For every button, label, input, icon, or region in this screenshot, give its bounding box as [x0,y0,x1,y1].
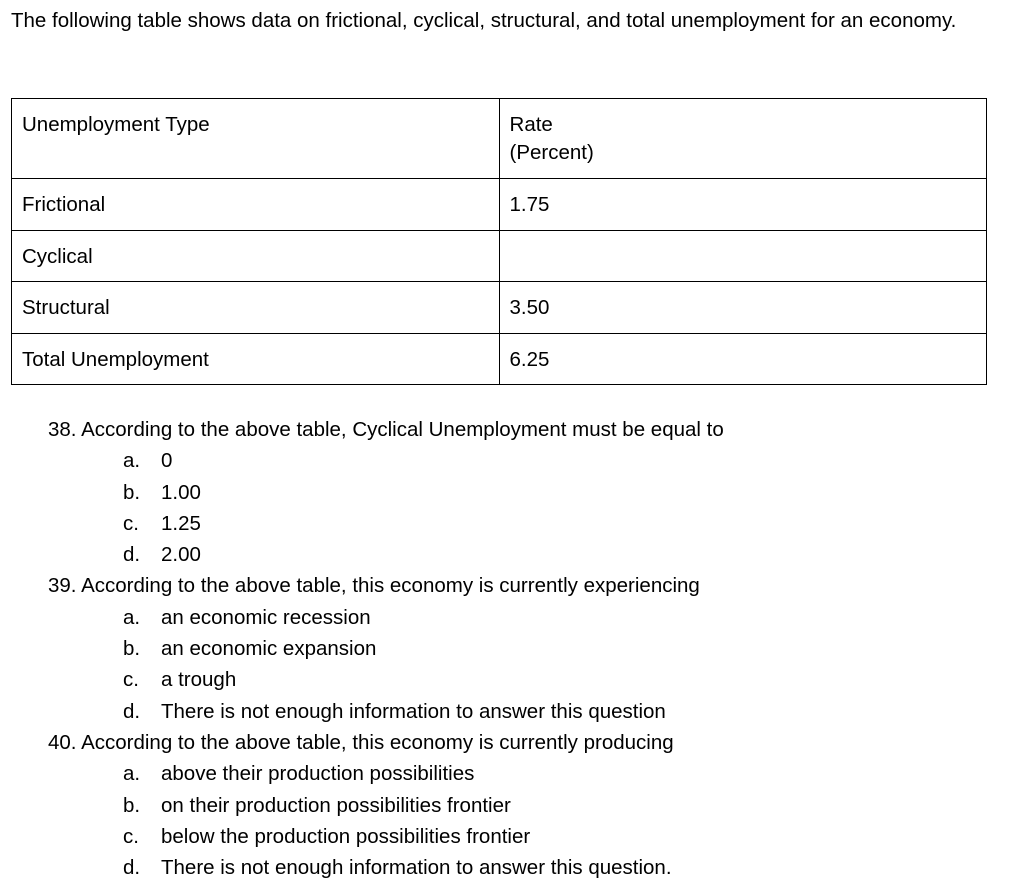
answer-option [0,602,1024,633]
question-text: According to the above table, Cyclical Unemployment must be equal to [81,418,724,441]
option-letter: c. [123,668,139,692]
option-text: below the production possibilities frontier [161,824,531,848]
answer-option [0,790,1024,821]
table-row [12,230,987,282]
option-text: There is not enough information to answer this question. [161,856,672,880]
question-40 [0,727,1024,883]
row-type: Structural [12,282,500,334]
question-stem [0,414,1024,445]
header-rate [499,99,986,179]
answer-option [0,477,1024,508]
row-rate: 1.75 [499,179,986,231]
option-letter: c. [123,511,139,535]
answer-option [0,508,1024,539]
answer-option [0,821,1024,852]
option-text: 2.00 [161,543,201,567]
question-number: 38. [48,418,77,441]
header-unemployment-type: Unemployment Type [12,99,500,179]
option-text: a trough [161,668,237,692]
question-number: 40. [48,730,77,754]
header-rate-unit: (Percent) [509,141,594,164]
row-type: Cyclical [12,230,500,282]
answer-option [0,758,1024,789]
option-text: an economic recession [161,605,371,629]
option-text: 1.00 [161,480,201,504]
option-letter: b. [123,793,141,817]
answer-option [0,696,1024,727]
table-header-row [12,99,987,179]
option-letter: d. [123,699,141,723]
option-letter: a. [123,605,141,629]
question-list [0,414,1024,883]
option-letter: b. [123,480,141,504]
option-text: on their production possibilities frontier [161,793,511,817]
unemployment-table [11,98,987,385]
row-rate: 6.25 [499,333,986,385]
answer-option [0,852,1024,883]
row-type: Frictional [12,179,500,231]
table-row [12,179,987,231]
option-letter: d. [123,856,141,880]
question-38 [0,414,1024,570]
row-rate: 3.50 [499,282,986,334]
question-number: 39. [48,574,77,598]
table-row [12,333,987,385]
option-letter: a. [123,762,141,786]
answer-option [0,633,1024,664]
option-text: an economic expansion [161,637,377,661]
question-text: According to the above table, this economy is currently producing [81,730,674,754]
option-letter: c. [123,824,139,848]
option-letter: a. [123,449,141,473]
question-stem [0,570,1024,601]
option-text: There is not enough information to answer this question [161,699,666,723]
option-text: above their production possibilities [161,762,475,786]
question-text: According to the above table, this economy is currently experiencing [81,574,700,598]
answer-option [0,664,1024,695]
row-rate [499,230,986,282]
question-stem [0,727,1024,758]
table-row [12,282,987,334]
question-39 [0,570,1024,726]
option-text: 1.25 [161,511,201,535]
answer-option [0,445,1024,476]
row-type: Total Unemployment [12,333,500,385]
option-letter: d. [123,543,141,567]
answer-option [0,539,1024,570]
option-text: 0 [161,449,173,473]
intro-text: The following table shows data on frictional, cyclical, structural, and total unemployment for an economy. [11,9,957,32]
option-letter: b. [123,637,141,661]
header-rate-label: Rate [509,113,553,136]
